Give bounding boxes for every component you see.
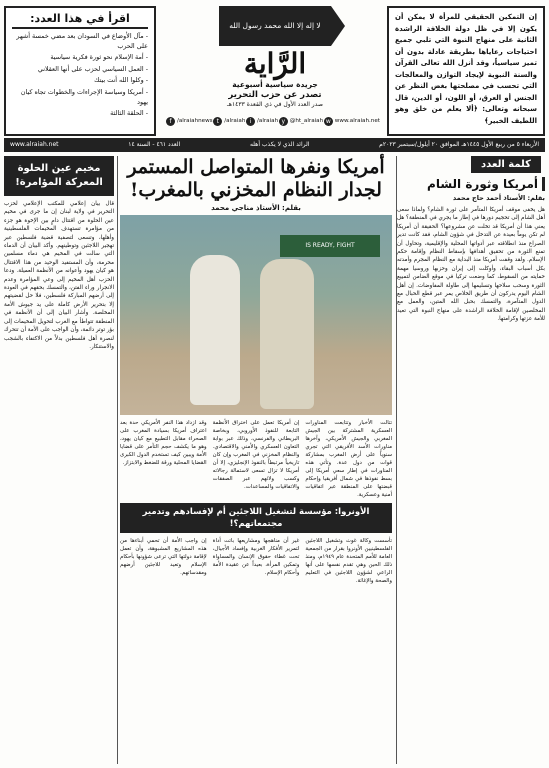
youtube-icon: y bbox=[279, 117, 288, 126]
social-item[interactable] bbox=[166, 117, 213, 126]
tagline: جريدة سياسية أسبوعية bbox=[232, 80, 318, 89]
web-icon: w bbox=[324, 117, 333, 126]
newspaper-logo[interactable]: الرَّاية bbox=[243, 47, 307, 80]
in-issue-item[interactable]: - العمل السياسي لحزب على أنها العقلاني bbox=[12, 65, 148, 75]
quote-box bbox=[387, 6, 545, 136]
in-issue-box bbox=[4, 6, 156, 136]
in-issue-item[interactable]: - أمة الإسلام نحو ثورة فكرية سياسية bbox=[12, 53, 148, 63]
column-divider bbox=[396, 156, 397, 764]
date-bar bbox=[4, 138, 545, 152]
in-issue-title: اقرأ في هذا العدد: bbox=[12, 12, 148, 29]
editorial-body: هل يخفى موقف أمريكا المتآمر على ثورة الشام؟ ولماذا سعى أهل الشام إلى تحجيم دورها في إطار ما يجري في المنطقة؟ هل يعني هذا أن أمريكا قد تخلت عن مشروعها؟ الحقيقة أن أمريكا لم تكن يوماً بعيدة عن التدخل في شؤون الشام، فقد كانت تدير الصراع منذ انطلاقته عبر أدواتها المحلية والإقليمية، وتحاول أن تمنع الثورة من تحقيق أهدافها بإسقاط النظام وإقامة حكم الإسلام. ولقد وقفت أمريكا منذ البداية مع النظام المجرم وأمدته بكل أسباب البقاء، وأوكلت إلى إيران وحزبها وروسيا مهمة حمايته من السقوط، كما وضعت تركيا في موقع الضامن لتمييع الثورة وسحب سلاحها وتسليمها إلى طاولة المفاوضات. إن أهل الشام اليوم يدركون أن طريق الخلاص يمر عبر قطع الحبال مع الدول المتآمرة، والتمسك بحبل الله المتين، والعمل مع المخلصين لإقامة الخلافة الراشدة على منهاج النبوة التي تعيد للأمة عزتها وكرامتها. bbox=[397, 207, 545, 323]
article-photo bbox=[120, 215, 392, 415]
flag-banner bbox=[219, 6, 331, 46]
social-handle: /alraiah bbox=[224, 118, 246, 124]
site-link[interactable]: www.alraiah.net bbox=[10, 141, 59, 148]
in-issue-item[interactable]: - وكلوا الله أنت بيتك bbox=[12, 76, 148, 86]
main-body bbox=[120, 419, 392, 499]
body-paragraph: تأسست وكالة غوث وتشغيل اللاجئين الفلسطينيين الأونروا بقرار من الجمعية العامة للأمم المتحدة عام ١٩٤٩م، ومنذ ذلك الحين وهي تقدم نفسها على أنها الراعي لشؤون اللاجئين في التعليم والصحة والإغاثة. bbox=[305, 538, 392, 584]
editorial-author: بقلم: الأستاذ أحمد حاج محمد bbox=[452, 194, 545, 202]
side-body: قال بيان إعلامي للمكتب الإعلامي لحزب التحرير في ولاية لبنان إن ما جرى في مخيم عين الحلوة من اقتتال دامٍ بين الإخوة هو جزء من مؤامرة تستهدف المخيمات الفلسطينية وأهلها، وتسعى لتصفية قضية فلسطين عبر تهجير اللاجئين وتوطينهم. وأكد البيان أن الدماء التي سالت في المخيم هي دماء مسلمين محرمة، وأن المستفيد الوحيد من هذا الاقتتال هو كيان يهود وأعوانه من الأنظمة العميلة. ودعا الحزب أهل المخيم إلى وعي المؤامرة وعدم الانجرار وراء الفتن، والتمسك بحقهم في العودة إلى أرضهم المباركة فلسطين، فلا حل لقضيتهم إلا بتحرير الأرض كاملة على يد جيوش الأمة المخلصة. وأشار البيان إلى أن الأنظمة في المنطقة تتواطأ مع الغرب لتحويل المخيمات إلى بؤر توتر دائمة، وأن الواجب على الأمة أن تتحرك لنصرة أهل فلسطين بدلاً من الاكتفاء بالشجب والاستنكار. bbox=[4, 201, 114, 350]
social-item[interactable] bbox=[279, 117, 323, 126]
social-item[interactable] bbox=[324, 117, 380, 126]
facebook-icon: f bbox=[166, 117, 175, 126]
social-item[interactable] bbox=[213, 117, 245, 126]
column-divider bbox=[117, 156, 118, 764]
issue-number: العدد ٤٦١ - السنة ١٤ bbox=[128, 141, 181, 148]
edition-line: صدر العدد الأول في ذي القعدة ١٤٣٣هـ bbox=[227, 101, 323, 108]
photo-figure bbox=[190, 255, 240, 405]
in-issue-item[interactable]: - مآل الأوضاع في السودان بعد مضي خمسة أشهر على الحرب bbox=[12, 32, 148, 51]
motto-text: الرائد الذي لا يكذب أهله bbox=[249, 141, 310, 148]
in-issue-item[interactable]: - الحلقة الثالثة bbox=[12, 109, 148, 119]
social-bar bbox=[166, 110, 380, 132]
body-paragraph: وقد ازداد هذا النفر الأمريكي حدة بعد اعتراف أمريكا بسيادة المغرب على الصحراء مقابل التطبيع مع كيان يهود، وهو ما يكشف حجم التآمر على قضايا الأمة ويبين كيف تستخدم الدول الكبرى القضايا المحلية ورقة للضغط والابتزاز. bbox=[119, 420, 207, 466]
editorial-column bbox=[397, 156, 545, 764]
social-handle: www.alraiah.net bbox=[334, 118, 380, 124]
main-headline[interactable]: أمريكا ونفرها المتواصل المستمر لجدار النظام المخزني بالمغرب! bbox=[127, 156, 385, 201]
issuer-line: تصدر عن حزب التحرير bbox=[228, 90, 322, 100]
side-headline[interactable]: مخيم عين الحلوة المعركة المؤامرة! bbox=[4, 156, 114, 196]
body-paragraph: غير أن مناهجها ومشاريعها باتت أداة لتمرير الأفكار الغربية وإفساد الأجيال، تحت غطاء حقوق الإنسان والمساواة وتمكين المرأة، بعيداً عن عقيدة الأمة وأحكام الإسلام. bbox=[212, 538, 300, 576]
social-item[interactable] bbox=[246, 117, 278, 126]
flag-text: لا إله إلا الله محمد رسول الله bbox=[229, 21, 321, 30]
quote-text: إن التمكين الحقيقي للمرأة لا يمكن أن يكون إلا في ظل دولة الخلافة الراشدة الثانية على منهاج النبوة التي تلبي جميع احتياجات رعاياها بطريقة عادلة بدون أن تميز سياسياً، وقد أنزل الله تعالى القرآن والسنة النبوية لإيجاد التوازن والمعالجات التي تحسب في مصلحتها بغض النظر عن الجنس أو العرق، أو اللون، أو الدين، قال سبحانه وتعالى: ﴿ألا يعلم من خلق وهو اللطيف الخبير﴾ bbox=[395, 13, 537, 125]
social-handle: /alraiah bbox=[257, 118, 279, 124]
side-article bbox=[4, 156, 114, 764]
twitter-icon: t bbox=[213, 117, 222, 126]
sub-article-title[interactable]: الأونروا: مؤسسة لتشغيل اللاجئين أم لإفسادهم وتدمير مجتمعاتهم؟! bbox=[120, 503, 392, 533]
instagram-icon: i bbox=[246, 117, 255, 126]
editorial-title[interactable]: أمريكا وثورة الشام bbox=[397, 177, 545, 191]
body-paragraph: إن أمريكا تعمل على اختراق الأنظمة التابعة للنفوذ الأوروبي، وبخاصة البريطاني والفرنسي، وذلك عبر بوابة التعاون العسكري والأمني والاقتصادي. والنظام المخزني في المغرب وإن كان تاريخياً مرتبطاً بالنفوذ الإنجليزي، إلا أن أمريكا لا تزال تسعى لاستمالة رجالاته وكسب ولائهم عبر الصفقات والاتفاقيات والمساعدات. bbox=[212, 420, 300, 490]
body-paragraph: تتالت الأخبار وتتابعت المناورات العسكرية المشتركة بين الجيش المغربي والجيش الأمريكي، وآخرها مناورات الأسد الأفريقي التي تجري سنوياً على أرض المغرب بمشاركة قوات من دول عدة. وتأتي هذه المناورات في إطار سعي أمريكا إلى بسط نفوذها في شمال أفريقيا وإحكام قبضتها على المنطقة عبر اتفاقيات أمنية وعسكرية. bbox=[305, 420, 392, 498]
in-issue-list bbox=[12, 32, 148, 119]
section-label: كلمة العدد bbox=[471, 156, 541, 173]
main-article bbox=[120, 156, 392, 764]
main-author: بقلم: الأستاذ مناجي محمد bbox=[211, 204, 301, 212]
masthead bbox=[186, 6, 364, 106]
social-handle: /alraiahnews bbox=[177, 118, 213, 124]
body-paragraph: إن واجب الأمة أن تحمي أبناءها من هذه المشاريع المشبوهة، وأن تعمل لإقامة دولتها التي ترعى شؤونها بأحكام الإسلام وتعيد للاجئين أرضهم ومقدساتهم. bbox=[119, 538, 207, 576]
photo-sign: IS READY, FIGHT bbox=[280, 235, 380, 257]
in-issue-item[interactable]: - أمريكا وسياسة الإجراءات والخطوات تجاه كيان يهود bbox=[12, 88, 148, 107]
social-handle: @ht_alraiah bbox=[289, 118, 324, 124]
photo-figure bbox=[260, 259, 314, 409]
date-text: الأربعاء ٥ من ربيع الأول ١٤٤٥هـ الموافق ٢٠ أيلول/سبتمبر ٢٠٢٣م bbox=[379, 141, 539, 148]
sub-article-body bbox=[120, 537, 392, 585]
